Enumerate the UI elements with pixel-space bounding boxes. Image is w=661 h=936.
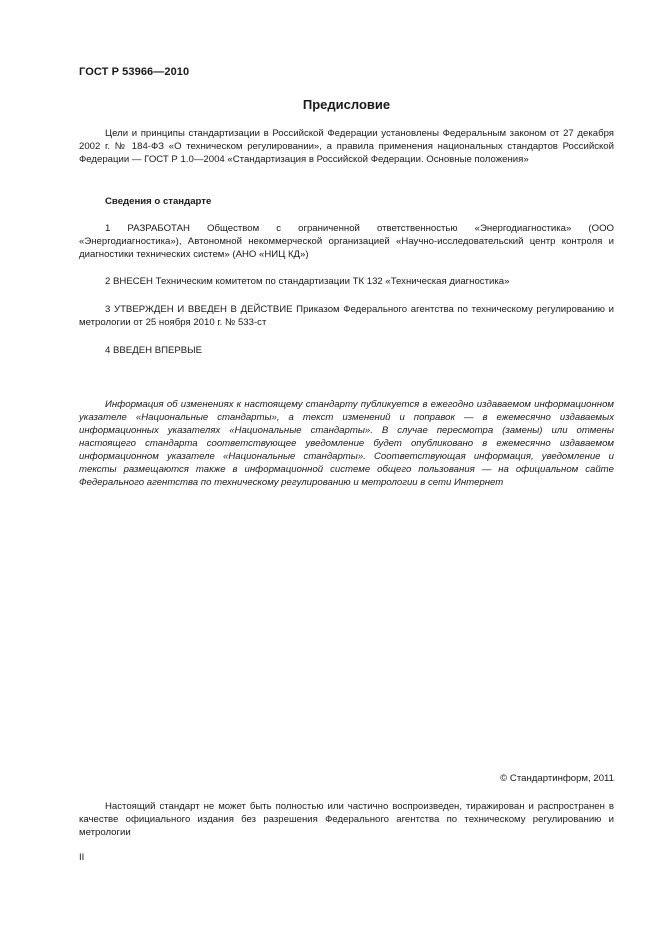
info-item-3: 3 УТВЕРЖДЕН И ВВЕДЕН В ДЕЙСТВИЕ Приказом Федерального агентства по техническому регулированию и метрологии от 25 ноября 2010 г. № 533-ст — [79, 304, 614, 328]
preface-intro: Цели и принципы стандартизации в Российской Федерации установлены Федеральным законом от 27 декабря 2002 г. № 184-ФЗ «О техническом регулировании», а правила применения национальных стандартов Российской Федерации — ГОСТ Р 1.0—2004 «Стандартизация в Российской Федерации. Основные положения» — [79, 128, 614, 165]
standard-code: ГОСТ Р 53966—2010 — [79, 66, 190, 78]
info-heading: Сведения о стандарте — [105, 196, 212, 207]
change-notice: Информация об изменениях к настоящему стандарту публикуется в ежегодно издаваемом информационном указателе «Национальные стандарты», а текст изменений и поправок — в ежемесячно издаваемых информационных указателях «Национальные стандарты». В случае пересмотра (замены) или отмены настоящего стандарта соответствующее уведомление будет опубликовано в ежемесячно издаваемом информационном указателе «Национальные стандарты». Соответствующая информация, уведомление и тексты размещаются также в информационной системе общего пользования — на официальном сайте Федерального агентства по техническому регулированию и метрологии в сети Интернет — [79, 399, 614, 488]
info-item-2: 2 ВНЕСЕН Техническим комитетом по стандартизации ТК 132 «Техническая диагностика» — [105, 276, 510, 287]
reproduction-note: Настоящий стандарт не может быть полностью или частично воспроизведен, тиражирован и распространен в качестве официального издания без разрешения Федерального агентства по техническому регулированию и метрологии — [79, 801, 614, 838]
info-item-4: 4 ВВЕДЕН ВПЕРВЫЕ — [105, 345, 203, 356]
info-item-1: 1 РАЗРАБОТАН Обществом с ограниченной ответственностью «Энергодиагностика» (ООО «Энергодиагностика»), Автономной некоммерческой организацией «Научно-исследовательский центр контроля и диагностики технических систем» (АНО «НИЦ КД») — [79, 223, 614, 260]
page-number: II — [79, 852, 85, 863]
copyright-line: © Стандартинформ, 2011 — [500, 773, 614, 784]
preface-title: Предисловие — [302, 97, 391, 112]
